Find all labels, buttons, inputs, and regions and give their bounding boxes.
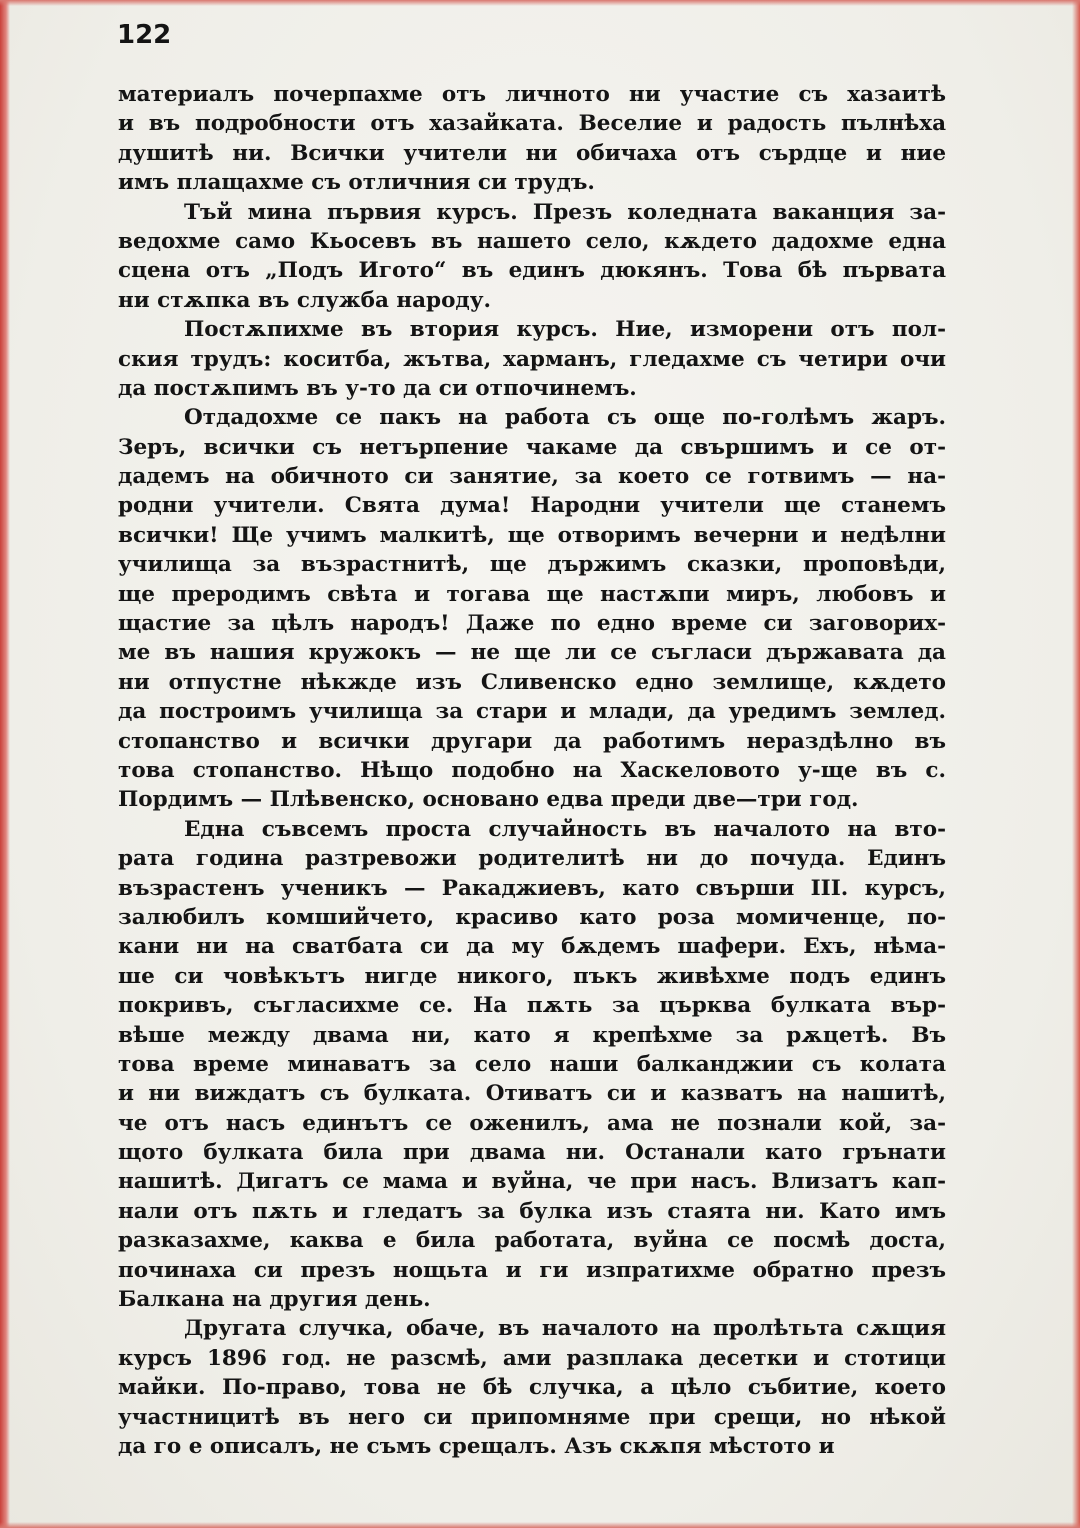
page-edge-top xyxy=(0,0,1080,6)
text-line: ни стѫпка въ служба народу. xyxy=(118,287,491,313)
text-line: училища за възрастнитѣ, ще държимъ сказки, проповѣди, xyxy=(118,552,946,578)
paragraph xyxy=(118,198,946,316)
body-text xyxy=(118,80,946,1461)
text-line: ще преродимъ свѣта и тогава ще настѫпи миръ, любовъ и xyxy=(118,581,946,607)
text-line: ме въ нашия кружокъ — не ще ли се съгласи държавата да xyxy=(118,640,946,666)
text-line: Една съвсемъ проста случайность въ началото на вто- xyxy=(184,816,946,842)
text-line: участницитѣ въ него си припомняме при срещи, но нѣкой xyxy=(118,1404,946,1430)
text-line: това стопанство. Нѣщо подобно на Хаскеловото у-ще въ с. xyxy=(118,757,946,783)
text-line: че отъ насъ единътъ се оженилъ, ама не познали кой, за- xyxy=(118,1110,946,1136)
paragraph xyxy=(118,403,946,814)
text-line: това време минаватъ за село наши балканджии съ колата xyxy=(118,1051,946,1077)
text-line: да го е описалъ, не съмъ срещалъ. Азъ скѫпя мѣстото и xyxy=(118,1433,835,1459)
page-edge-right xyxy=(1072,0,1080,1528)
text-line: ския трудъ: коситба, жътва, харманъ, гледахме съ четири очи xyxy=(118,346,946,372)
text-line: кани ни на сватбата си да му бѫдемъ шафери. Ехъ, нѣма- xyxy=(118,934,946,960)
text-line: родни учители. Свята дума! Народни учители ще станемъ xyxy=(118,493,946,519)
paragraph xyxy=(118,815,946,1315)
text-line: възрастенъ ученикъ — Ракаджиевъ, като свърши III. курсъ, xyxy=(118,875,946,901)
page-edge-left xyxy=(0,0,10,1528)
text-line: ше си човѣкътъ нигде никого, пъкъ живѣхме подъ единъ xyxy=(118,963,946,989)
text-line: стопанство и всички другари да работимъ нераздѣлно въ xyxy=(118,728,946,754)
text-line: и въ подробности отъ хазайката. Веселие и радость пълнѣха xyxy=(118,111,946,137)
text-line: Постѫпихме въ втория курсъ. Ние, изморени отъ пол- xyxy=(184,317,946,343)
text-line: Другата случка, обаче, въ началото на пролѣтьта сѫщия xyxy=(184,1316,946,1342)
paragraph xyxy=(118,1314,946,1461)
text-line: починаха си презъ нощьта и ги изпратихме обратно презъ xyxy=(118,1257,946,1283)
paragraph xyxy=(118,315,946,403)
text-line: майки. По-право, това не бѣ случка, а цѣло събитие, което xyxy=(118,1375,946,1401)
text-line: Тъй мина първия курсъ. Презъ коледната ваканция за- xyxy=(184,199,946,225)
text-line: ни отпустне нѣкжде изъ Сливенско едно землище, кѫдето xyxy=(118,669,946,695)
text-line: залюбилъ комшийчето, красиво като роза момиченце, по- xyxy=(118,904,946,930)
text-line: нашитѣ. Дигатъ се мама и вуйна, че при насъ. Влизатъ кап- xyxy=(118,1169,946,1195)
page-number: 122 xyxy=(117,20,172,50)
text-line: материалъ почерпахме отъ личното ни участие съ хазаитѣ xyxy=(118,82,946,107)
text-line: дадемъ на обичното си занятие, за което се готвимъ — на- xyxy=(118,464,946,490)
text-line: курсъ 1896 год. не разсмѣ, ами разплака десетки и стотици xyxy=(118,1345,946,1371)
text-line: да построимъ училища за стари и млади, да уредимъ землед. xyxy=(118,699,946,725)
text-line: да постѫпимъ въ у-то да си отпочинемъ. xyxy=(118,375,637,401)
text-line: щото булката била при двама ни. Останали като грънати xyxy=(118,1140,946,1166)
text-line: разказахме, каква е била работата, вуйна се посмѣ доста, xyxy=(118,1228,946,1254)
text-line: душитѣ ни. Всички учители ни обичаха отъ сърдце и ние xyxy=(118,140,946,166)
text-line: покривъ, съгласихме се. На пѫть за църква булката вър- xyxy=(118,993,946,1019)
text-line: Отдадохме се пакъ на работа съ още по-голѣмъ жаръ. xyxy=(184,405,946,431)
text-line: щастие за цѣлъ народъ! Даже по едно време си заговорих- xyxy=(118,611,946,637)
text-line: вѣше между двама ни, като я крепѣхме за рѫцетѣ. Въ xyxy=(118,1022,946,1048)
text-line: имъ плащахме съ отличния си трудъ. xyxy=(118,170,595,196)
paragraph xyxy=(118,80,946,198)
text-line: Пордимъ — Плѣвенско, основано едва преди две—три год. xyxy=(118,787,859,813)
text-line: нали отъ пѫть и гледатъ за булка изъ стаята ни. Като имъ xyxy=(118,1198,946,1224)
text-line: Зеръ, всички съ нетърпение чакаме да свършимъ и се от- xyxy=(118,434,946,460)
text-line: сцена отъ „Подъ Игото“ въ единъ дюкянъ. Това бѣ първата xyxy=(118,258,946,284)
text-line: и ни виждатъ съ булката. Отиватъ си и казватъ на нашитѣ, xyxy=(118,1081,946,1107)
text-line: Балкана на другия день. xyxy=(118,1287,431,1313)
text-line: всички! Ще учимъ малкитѣ, ще отворимъ вечерни и недѣлни xyxy=(118,522,946,548)
text-line: ведохме само Кьосевъ въ нашето село, кѫдето дадохме една xyxy=(118,228,946,254)
page-edge-bottom xyxy=(0,1522,1080,1528)
text-line: рата година разтревожи родителитѣ ни до почуда. Единъ xyxy=(118,846,946,872)
